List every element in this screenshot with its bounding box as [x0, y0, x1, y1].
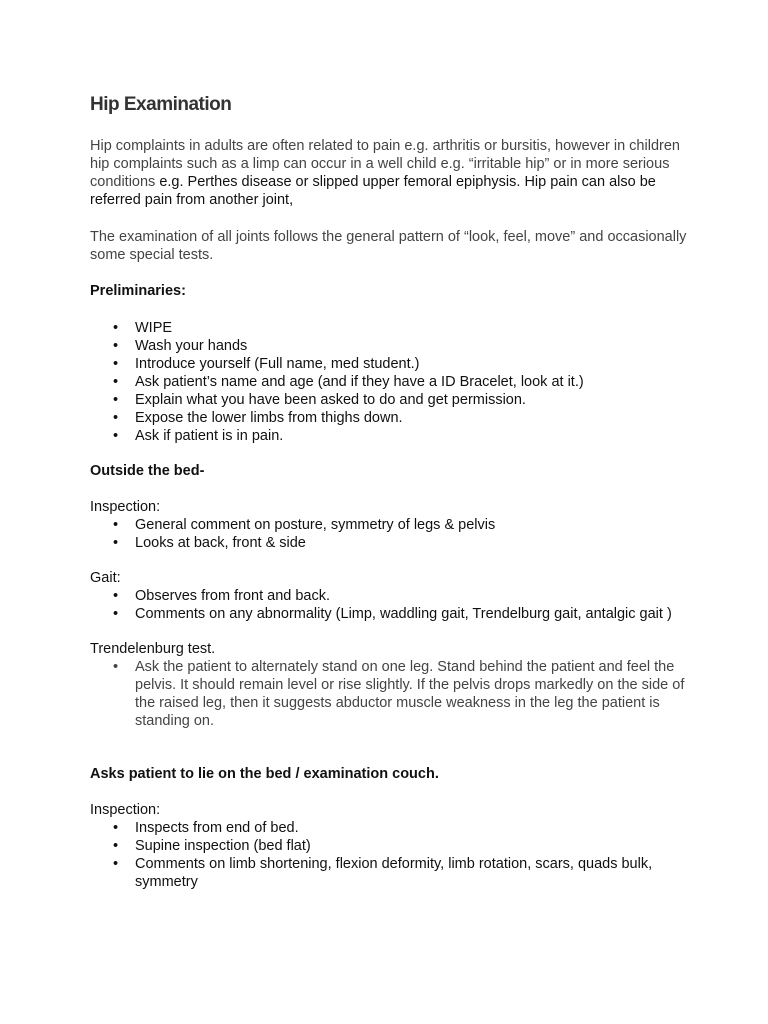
list-item — [90, 837, 690, 855]
supine-inspection-label: Inspection: — [90, 802, 161, 818]
list-item-text: Ask patient’s name and age (and if they have a ID Bracelet, look at it.) — [135, 374, 584, 390]
list-item — [90, 355, 690, 373]
bullet: • — [113, 410, 119, 426]
list-item-text: Inspects from end of bed. — [135, 820, 299, 836]
bullet: • — [113, 338, 119, 354]
bullet: • — [113, 659, 119, 675]
list-item — [90, 855, 690, 891]
on-bed-section — [90, 765, 690, 891]
bullet: • — [113, 820, 119, 836]
bullet: • — [113, 428, 119, 444]
bullet: • — [113, 517, 119, 533]
bullet: • — [113, 374, 119, 390]
list-item-text: Comments on limb shortening, flexion deformity, limb rotation, scars, quads bulk, symmetry — [135, 856, 653, 890]
bullet: • — [113, 320, 119, 336]
list-item-text: General comment on posture, symmetry of legs & pelvis — [135, 517, 496, 533]
list-item-text: Wash your hands — [135, 338, 248, 354]
list-item — [90, 409, 690, 427]
list-item — [90, 605, 690, 623]
document-page — [90, 92, 690, 891]
supine-inspection-list — [90, 819, 690, 891]
list-item-text: Expose the lower limbs from thighs down. — [135, 410, 403, 426]
inspection-list — [90, 516, 690, 552]
page-title: Hip Examination — [90, 94, 232, 115]
outside-bed-section — [90, 462, 690, 730]
intro-paragraph-1 — [90, 137, 690, 209]
bullet: • — [113, 392, 119, 408]
list-item — [90, 319, 690, 337]
list-item — [90, 534, 690, 552]
list-item — [90, 516, 690, 534]
on-bed-heading: Asks patient to lie on the bed / examination couch. — [90, 766, 439, 782]
bullet: • — [113, 535, 119, 551]
list-item-text: Observes from front and back. — [135, 588, 331, 604]
trendelenburg-label: Trendelenburg test. — [90, 641, 216, 657]
list-item — [90, 373, 690, 391]
list-item-text: Comments on any abnormality (Limp, waddling gait, Trendelburg gait, antalgic gait ) — [135, 606, 672, 622]
list-item — [90, 819, 690, 837]
list-item-text: Supine inspection (bed flat) — [135, 838, 311, 854]
preliminaries-list — [90, 319, 690, 445]
intro-paragraph-1-part-b: e.g. Perthes disease or slipped upper femoral epiphysis. Hip pain can also be referred pain from another joint, — [90, 174, 656, 208]
list-item — [90, 337, 690, 355]
outside-bed-heading: Outside the bed- — [90, 463, 205, 479]
list-item-text: Ask the patient to alternately stand on one leg. Stand behind the patient and feel the pelvis. It should remain level or rise slightly. If the pelvis drops markedly on the side of the raised leg, then it suggests abductor muscle weakness in the leg the patient is standing on. — [135, 659, 685, 729]
list-item — [90, 391, 690, 409]
gait-list — [90, 587, 690, 623]
inspection-label: Inspection: — [90, 499, 161, 515]
list-item-text: Explain what you have been asked to do and get permission. — [135, 392, 526, 408]
trendelenburg-list — [90, 658, 690, 730]
preliminaries-heading: Preliminaries: — [90, 283, 186, 299]
list-item-text: Introduce yourself (Full name, med student.) — [135, 356, 420, 372]
bullet: • — [113, 856, 119, 872]
intro-paragraph-2: The examination of all joints follows the general pattern of “look, feel, move” and occasionally some special tests. — [90, 229, 687, 263]
list-item-text: Looks at back, front & side — [135, 535, 306, 551]
preliminaries-section — [90, 282, 690, 445]
list-item-text: WIPE — [135, 320, 173, 336]
list-item — [90, 427, 690, 445]
bullet: • — [113, 356, 119, 372]
bullet: • — [113, 838, 119, 854]
list-item — [90, 587, 690, 605]
list-item-text: Ask if patient is in pain. — [135, 428, 284, 444]
intro-paragraph-1-part-a: Hip complaints in adults are often related to pain e.g. arthritis or bursitis, however in children hip complaints such as a limp can occur in a well child e.g. “irritable hip” or in more serious conditions — [90, 138, 680, 190]
gait-label: Gait: — [90, 570, 121, 586]
list-item — [90, 658, 690, 730]
bullet: • — [113, 606, 119, 622]
bullet: • — [113, 588, 119, 604]
